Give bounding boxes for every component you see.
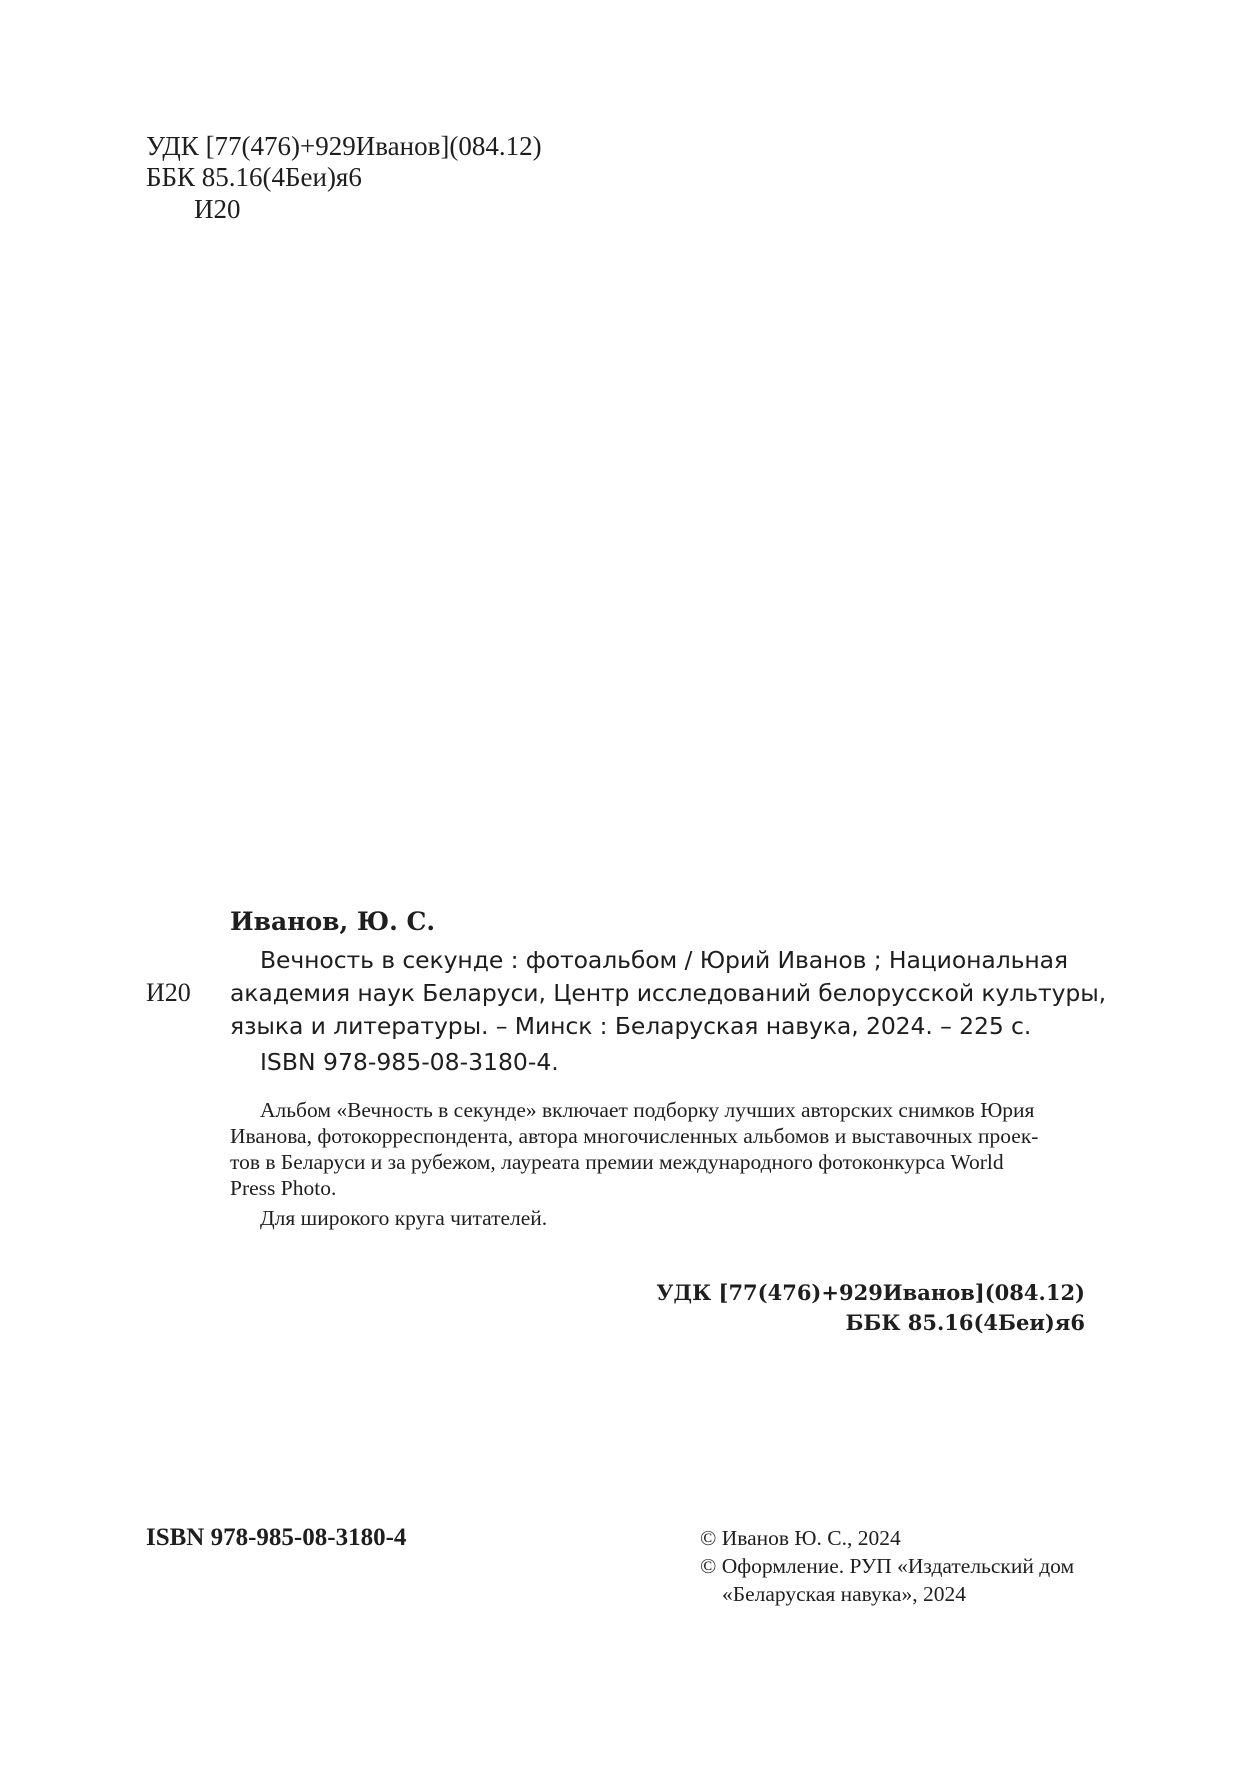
bib-isbn: ISBN 978-985-08-3180-4. <box>260 1048 559 1076</box>
bbk-top: ББК 85.16(4Беи)я6 <box>146 162 362 192</box>
audience-note: Для широкого круга читателей. <box>260 1206 548 1230</box>
bib-line-1: Вечность в секунде : фотоальбом / Юрий Иванов ; Национальная <box>260 946 1068 974</box>
annotation-line-1: Альбом «Вечность в секунде» включает подборку лучших авторских снимков Юрия <box>260 1098 1035 1122</box>
author-code-side: И20 <box>146 978 191 1007</box>
copyright-design: © Оформление. РУП «Издательский дом <box>700 1554 1075 1578</box>
bbk-bold: ББК 85.16(4Беи)я6 <box>845 1310 1085 1335</box>
annotation-line-3: тов в Беларуси и за рубежом, лауреата премии международного фотоконкурса World <box>230 1150 1004 1174</box>
bib-line-2: академия наук Беларуси, Центр исследований белорусской культуры, <box>230 979 1107 1007</box>
udk-bold: УДК [77(476)+929Иванов](084.12) <box>656 1280 1085 1305</box>
isbn-footer: ISBN 978-985-08-3180-4 <box>146 1524 407 1551</box>
annotation-line-4: Press Photo. <box>230 1176 337 1200</box>
bib-line-3: языка и литературы. – Минск : Беларуская навука, 2024. – 225 с. <box>230 1012 1032 1040</box>
author-heading: Иванов, Ю. С. <box>230 907 436 936</box>
annotation-line-2: Иванова, фотокорреспондента, автора многочисленных альбомов и выставочных проек- <box>230 1124 1039 1148</box>
udk-top: УДК [77(476)+929Иванов](084.12) <box>146 131 542 161</box>
author-code-top: И20 <box>194 194 241 224</box>
copyright-author: © Иванов Ю. С., 2024 <box>700 1526 901 1550</box>
copyright-publisher: «Беларуская навука», 2024 <box>722 1582 966 1606</box>
